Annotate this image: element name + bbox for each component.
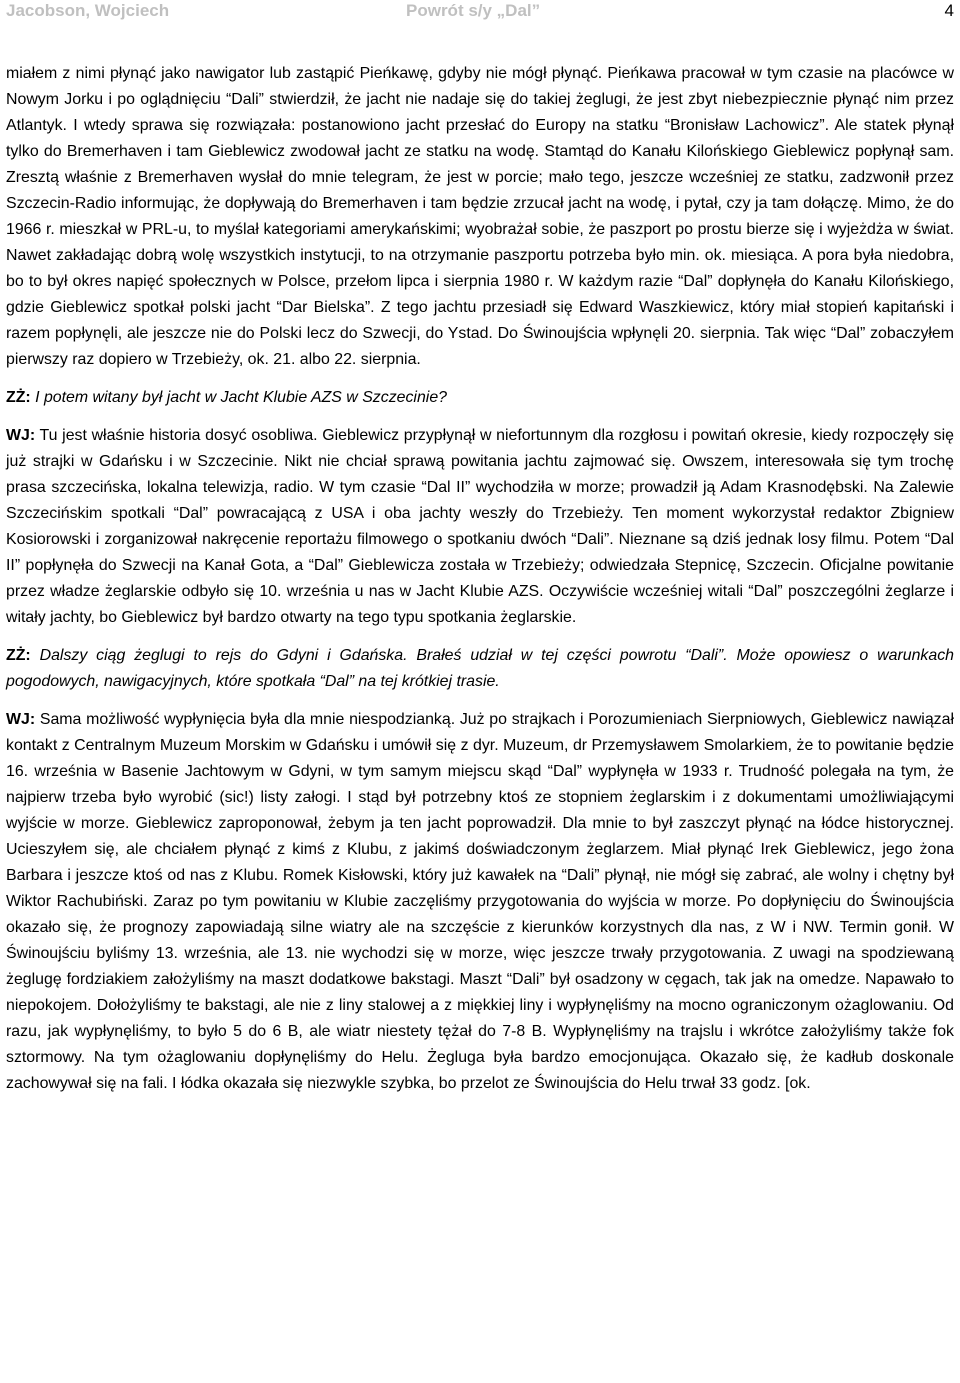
page-number: 4 [944,1,954,20]
question-paragraph [6,643,954,695]
paragraph [6,61,954,373]
header-title: Powrót s/y „Dal” [406,1,541,20]
answer-text: Tu jest właśnie historia dosyć osobliwa. Gieblewicz przypłynął w niefortunnym dla rozgłosu i powitań okresie, kiedy rozpoczęły się już strajki w Gdańsku i w Szczecinie. Nikt nie chciał sprawą powitania jachtu zajmować się. Owszem, interesowała się tym trochę prasa szczecińska, lokalna telewizja, radio. W tym czasie “Dal II” wychodziła w morze; prowadził ją Adam Krasnodębski. Na Zalewie Szczecińskim spotkali “Dal” powracającą z USA i oba jachty weszły do Trzebieży. Ten moment wykorzystał redaktor Zbigniew Kosiorowski i zorganizował nakręcenie reportażu filmowego o spotkaniu dwóch “Dali”. Nieznane są dziś jednak losy filmu. Potem “Dal II” popłynęła do Szwecji na Kanał Gota, a “Dal” Gieblewicza została w Trzebieży; odwiedzała Stepnicę, Szczecin. Oficjalne powitanie przez władze żeglarskie odbyło się 10. września u nas w Jacht Klubie AZS. Oczywiście wcześniej witali “Dal” poszczególni żeglarze i witały jachty, bo Gieblewicz był bardzo otwarty na tego typu spotkania żeglarskie. [6,427,954,626]
speaker-label: WJ: [6,711,36,728]
question-text: I potem witany był jacht w Jacht Klubie AZS w Szczecinie? [30,389,447,406]
document-body [6,61,954,1097]
page-header [6,0,954,26]
speaker-label: ZŻ: [6,389,31,406]
answer-paragraph [6,423,954,631]
question-text: Dalszy ciąg żeglugi to rejs do Gdyni i Gdańska. Brałeś udział w tej części powrotu “Dali”. Może opowiesz o warunkach pogodowych, nawigacyjnych, które spotkała “Dal” na tej krótkiej trasie. [6,647,954,690]
answer-paragraph [6,707,954,1097]
header-author: Jacobson, Wojciech [6,1,170,20]
speaker-label: ZŻ: [6,647,31,664]
speaker-label: WJ: [6,427,36,444]
question-paragraph [6,385,954,411]
paragraph-text: miałem z nimi płynąć jako nawigator lub zastąpić Pieńkawę, gdyby nie mógł płynąć. Pieńkawa pracował w tym czasie na placówce w Nowym Jorku i po oglądnięciu “Dali” stwierdził, że jacht nie nadaje się do takiej żeglugi, że jest zbyt niebezpiecznie płynąć nim przez Atlantyk. I wtedy sprawa się rozwiązała: postanowiono jacht przesłać do Europy na statku “Bronisław Lachowicz”. Ale statek płynął tylko do Bremerhaven i tam Gieblewicz zwodował jacht ze statku na wodę. Stamtąd do Kanału Kilońskiego Gieblewicz popłynął sam. Zresztą właśnie z Bremerhaven wysłał do mnie telegram, że jest w porcie; mało tego, jeszcze wcześniej ze statku, zadzwonił przez Szczecin-Radio informując, że dopływają do Bremerhaven i tam będzie zrzucał jacht na wodę, i pytał, czy ja tam dołączę. Mimo, że do 1966 r. mieszkał w PRL-u, to myślał kategoriami amerykańskimi; wyobrażał sobie, że paszport po prostu bierze się i wyjeżdża w świat. Nawet zakładając dobrą wolę wszystkich instytucji, to na otrzymanie paszportu potrzeba było min. ok. miesiąca. A pora była niedobra, bo to był okres napięć społecznych w Polsce, przełom lipca i sierpnia 1980 r. W każdym razie “Dal” dopłynęła do Kanału Kilońskiego, gdzie Gieblewicz spotkał polski jacht “Dar Bielska”. Z tego jachtu przesiadł się Edward Waszkiewicz, który miał stopień kapitański i razem popłynęli, ale jeszcze nie do Polski lecz do Szwecji, do Ystad. Do Świnoujścia wpłynęli 20. sierpnia. Tak więc “Dal” zobaczyłem pierwszy raz dopiero w Trzebieży, ok. 21. albo 22. sierpnia. [6,65,954,368]
answer-text: Sama możliwość wypłynięcia była dla mnie niespodzianką. Już po strajkach i Porozumieniach Sierpniowych, Gieblewicz nawiązał kontakt z Centralnym Muzeum Morskim w Gdańsku i umówił się z dyr. Muzeum, dr Przemysławem Smolarkiem, że to powitanie będzie 16. września w Basenie Jachtowym w Gdyni, w tym samym miejscu skąd “Dal” wypłynęła w 1933 r. Trudność polegała na tym, że najpierw trzeba było wyrobić (sic!) listy załogi. I stąd był potrzebny ktoś ze stopniem żeglarskim i z dokumentami umożliwiającymi wyjście w morze. Gieblewicz zaproponował, żebym ja ten jacht poprowadził. Dla mnie to był zaszczyt płynąć na łódce historycznej. Ucieszyłem się, ale chciałem płynąć z kimś z Klubu, z jakimś doświadczonym żeglarzem. Miał płynąć Irek Gieblewicz, jego żona Barbara i jeszcze ktoś od nas z Klubu. Romek Kisłowski, który już kawałek na “Dali” płynął, nie mógł się zabrać, ale wolny i chętny był Wiktor Rachubiński. Zaraz po tym powitaniu w Klubie zaczęliśmy przygotowania do wyjścia w morze. Po dopłynięciu do Świnoujścia okazało się, że prognozy zapowiadają silne wiatry ale na szczęście z kierunków korzystnych dla nas, z W i NW. Termin gonił. W Świnoujściu byliśmy 13. września, ale 13. nie wychodzi się w morze, więc jeszcze trwały przygotowania. Z uwagi na spodziewaną żeglugę fordziakiem założyliśmy na maszt dodatkowe bakstagi. Maszt “Dali” był osadzony w cęgach, tak jak na omedze. Napawało to niepokojem. Dołożyliśmy te bakstagi, ale nie z liny stalowej a z miękkiej liny i wypłynęliśmy na mocno ograniczonym ożaglowaniu. Od razu, jak wypłynęliśmy, to było 5 do 6 B, ale wiatr niestety tężał do 7-8 B. Wypłynęliśmy na trajslu i wkrótce założyliśmy także fok sztormowy. Na tym ożaglowaniu dopłynęliśmy do Helu. Żegluga była bardzo emocjonująca. Okazało się, że kadłub doskonale zachowywał się na fali. I łódka okazała się niezwykle szybka, bo przelot ze Świnoujścia do Helu trwał 33 godz. [ok. [6,711,954,1092]
